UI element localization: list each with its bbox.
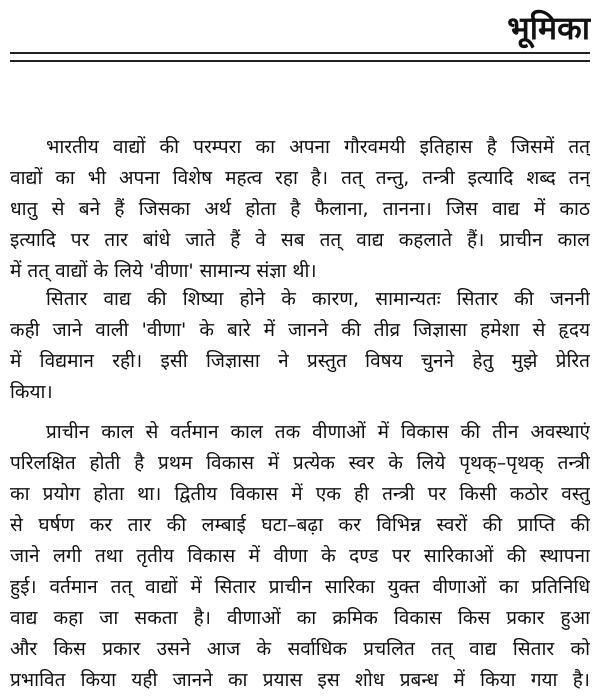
paragraph-2: [10, 284, 590, 408]
text-line: में विद्यमान रही। इसी जिज्ञासा ने प्रस्तुत विषय चुनने हेतु मुझे प्रेरित: [10, 350, 590, 372]
text-line: किया।: [10, 381, 53, 403]
text-line: प्रभावित किया यही जानने का प्रयास इस शोध प्रबन्ध में किया गया है।: [10, 669, 590, 691]
text-line: का प्रयोग होता था। द्वितीय विकास में एक ही तन्त्री पर किसी कठोर वस्तु: [10, 483, 590, 505]
text-line: हुई। वर्तमान तत् वाद्यों में सितार प्राचीन सारिका युक्त वीणाओं का प्रतिनिधि: [10, 576, 590, 598]
text-line: में तत् वाद्यों के लिये 'वीणा' सामान्य संज्ञा थी।: [10, 260, 317, 282]
text-line: प्राचीन काल से वर्तमान काल तक वीणाओं में विकास की तीन अवस्थाएं: [46, 421, 590, 443]
title-rule-bottom: [10, 60, 590, 62]
text-line: धातु से बने हैं जिसका अर्थ होता है फैलाना, तानना। जिस वाद्य में काठ: [10, 198, 590, 220]
text-line: इत्यादि पर तार बांधे जाते हैं वे सब तत् वाद्य कहलाते हैं। प्राचीन काल: [10, 229, 590, 251]
text-line: और किस प्रकार उसने आज के सर्वाधिक प्रचलित तत् वाद्य सितार को: [10, 638, 590, 660]
text-line: वाद्यों का भी अपना विशेष महत्व रहा है। तत् तन्तु, तन्त्री इत्यादि शब्द तन्: [10, 167, 590, 189]
text-line: भारतीय वाद्यों की परम्परा का अपना गौरवमयी इतिहास है जिसमें तत्: [46, 136, 590, 158]
text-line: सितार वाद्य की शिष्या होने के कारण, सामान्यतः सितार की जननी: [46, 288, 590, 310]
paragraph-1: [10, 132, 590, 287]
text-line: वाद्य कहा जा सकता है। वीणाओं का क्रमिक विकास किस प्रकार हुआ: [10, 607, 590, 629]
text-line: कही जाने वाली 'वीणा' के बारे में जानने की तीव्र जिज्ञासा हमेशा से हृदय: [10, 319, 590, 341]
title-rule-top: [10, 52, 590, 54]
text-line: से घर्षण कर तार की लम्बाई घटा–बढ़ा कर विभिन्न स्वरों की प्राप्ति की: [10, 514, 590, 536]
text-line: जाने लगी तथा तृतीय विकास में वीणा के दण्ड पर सारिकाओं की स्थापना: [10, 545, 590, 567]
paragraph-3: [10, 417, 590, 696]
text-line: परिलक्षित होती है प्रथम विकास में प्रत्येक स्वर के लिये पृथक्–पृथक् तन्त्री: [10, 452, 590, 474]
page-title: भूमिका: [507, 9, 590, 47]
